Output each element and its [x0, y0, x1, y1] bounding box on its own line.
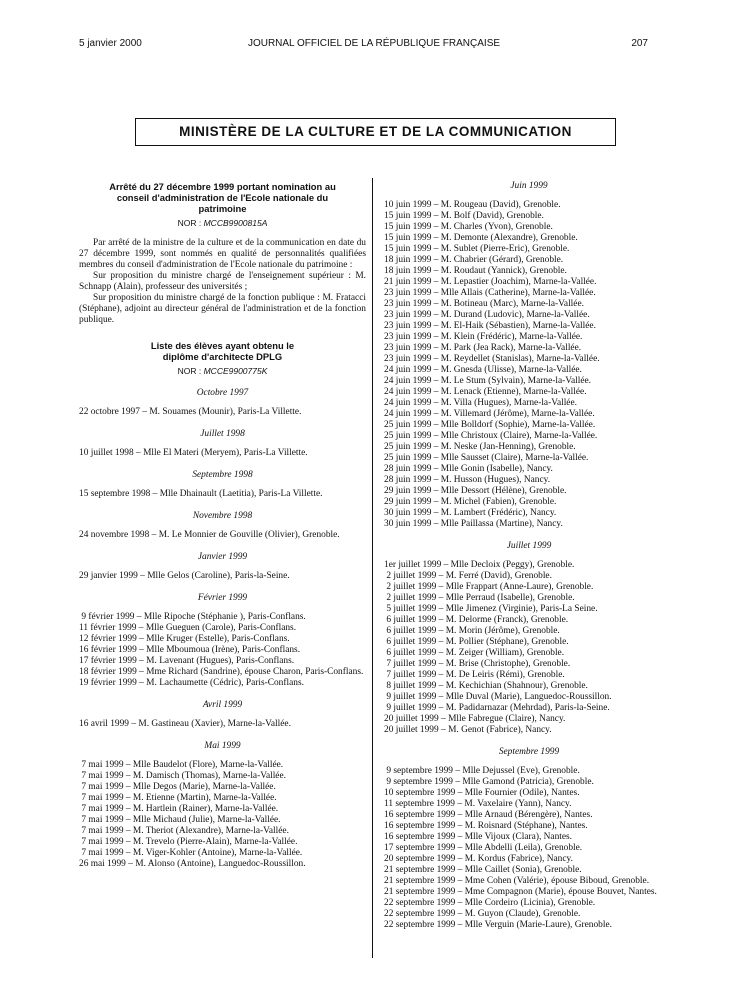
- diploma-entry: [79, 771, 366, 782]
- entry-date: 20 juillet 1999 –: [384, 714, 449, 724]
- entry-date: 6 juillet 1999 –: [384, 637, 446, 647]
- diploma-entry: [384, 464, 674, 475]
- entry-date: 17 février 1999 –: [79, 656, 147, 666]
- diploma-entry: [384, 582, 674, 593]
- diploma-entry: [79, 571, 366, 582]
- diploma-entry: [384, 354, 674, 365]
- diploma-entry: [79, 719, 366, 730]
- diploma-entry: [384, 714, 674, 725]
- diploma-entry: [384, 681, 674, 692]
- entry-date: 7 mai 1999 –: [79, 837, 133, 847]
- entry-date: 7 mai 1999 –: [79, 815, 133, 825]
- diploma-entry: [384, 898, 674, 909]
- arrete-nor-label: NOR :: [177, 218, 202, 228]
- entry-name: Mlle Bolldorf (Sophie), Marne-la-Vallée.: [440, 420, 596, 430]
- entry-name: M. Genot (Fabrice), Nancy.: [448, 725, 552, 735]
- month-heading: Juin 1999: [510, 181, 548, 191]
- diploma-entry: [384, 376, 674, 387]
- ministry-title-box: MINISTÈRE DE LA CULTURE ET DE LA COMMUNICATION: [135, 118, 616, 146]
- entry-date: 10 juillet 1998 –: [79, 448, 144, 458]
- entry-date: 25 juin 1999 –: [384, 453, 441, 463]
- entry-date: 7 mai 1999 –: [79, 771, 133, 781]
- entry-name: Mlle Verguin (Marie-Laure), Grenoble.: [464, 920, 612, 930]
- diploma-entry: [384, 887, 674, 898]
- entry-date: 6 juillet 1999 –: [384, 615, 446, 625]
- entry-date: 19 février 1999 –: [79, 678, 147, 688]
- entry-date: 28 juin 1999 –: [384, 464, 441, 474]
- entry-name: M. Villa (Hugues), Marne-la-Vallée.: [440, 398, 577, 408]
- entry-name: Mme Richard (Sandrine), épouse Charon, Paris-Conflans.: [146, 667, 364, 677]
- entry-date: 16 avril 1999 –: [79, 719, 139, 729]
- entry-date: 23 juin 1999 –: [384, 332, 441, 342]
- diploma-entry: [384, 832, 674, 843]
- entry-name: M. Trevelo (Pierre-Alain), Marne-la-Vallée.: [132, 837, 298, 847]
- entry-date: 7 mai 1999 –: [79, 793, 133, 803]
- diploma-entry: [384, 266, 674, 277]
- entry-name: M. Sublet (Pierre-Eric), Grenoble.: [440, 244, 570, 254]
- entry-name: M. Michel (Fabien), Grenoble.: [440, 497, 557, 507]
- diploma-entry: [79, 634, 366, 645]
- header-page-number: 207: [631, 38, 648, 49]
- entry-name: Mlle Degos (Marie), Marne-la-Vallée.: [132, 782, 276, 792]
- entry-name: M. Pollier (Stéphane), Grenoble.: [445, 637, 569, 647]
- entry-date: 15 juin 1999 –: [384, 222, 441, 232]
- entry-name: M. Le Monnier de Gouville (Olivier), Grenoble.: [158, 530, 340, 540]
- entry-date: 16 février 1999 –: [79, 645, 147, 655]
- entry-name: Mlle Allais (Catherine), Marne-la-Vallée.: [440, 288, 596, 298]
- entry-name: Mlle Kruger (Estelle), Paris-Conflans.: [146, 634, 290, 644]
- entry-name: Mlle Dhainault (Laetitia), Paris-La Villette.: [159, 489, 323, 499]
- entry-date: 12 février 1999 –: [79, 634, 147, 644]
- entry-date: 29 juin 1999 –: [384, 497, 441, 507]
- entry-date: 23 juin 1999 –: [384, 299, 441, 309]
- entry-name: M. Le Stum (Sylvain), Marne-la-Vallée.: [440, 376, 591, 386]
- header-journal-title: JOURNAL OFFICIEL DE LA RÉPUBLIQUE FRANÇAISE: [247, 38, 501, 49]
- diploma-entry: [384, 920, 674, 931]
- entry-name: M. Durand (Ludovic), Marne-la-Vallée.: [440, 310, 590, 320]
- diploma-entry: [384, 321, 674, 332]
- diploma-entry: [384, 365, 674, 376]
- page-header: [0, 38, 748, 52]
- arrete-title: Arrêté du 27 décembre 1999 portant nomination au conseil d'administration de l'Ecole nationale du patrimoine: [109, 181, 336, 214]
- diploma-entry: [384, 387, 674, 398]
- entry-name: Mlle El Materi (Meryem), Paris-La Villette.: [143, 448, 308, 458]
- diploma-entry: [384, 398, 674, 409]
- diploma-entry: [79, 815, 366, 826]
- entry-date: 7 juillet 1999 –: [384, 670, 446, 680]
- entry-name: Mme Compagnon (Marie), épouse Bouvet, Nantes.: [464, 887, 657, 897]
- entry-name: Mlle Decloix (Peggy), Grenoble.: [450, 560, 575, 570]
- entry-name: M. Kechichian (Shahnour), Grenoble.: [445, 681, 588, 691]
- entry-date: 7 mai 1999 –: [79, 782, 133, 792]
- entry-name: M. Theriot (Alexandre), Marne-la-Vallée.: [132, 826, 289, 836]
- diploma-entry: [79, 848, 366, 859]
- diploma-entry: [79, 407, 366, 418]
- diploma-entry: [384, 659, 674, 670]
- entry-name: Mlle Perraud (Isabelle), Grenoble.: [445, 593, 575, 603]
- entry-date: 21 septembre 1999 –: [384, 887, 465, 897]
- entry-name: M. Lambert (Frédéric), Nancy.: [440, 508, 557, 518]
- left-column: [79, 181, 366, 870]
- diploma-entry: [384, 854, 674, 865]
- entry-name: Mlle Baudelot (Flore), Marne-la-Vallée.: [132, 760, 284, 770]
- diploma-entry: [384, 233, 674, 244]
- month-heading: Mai 1999: [204, 741, 241, 751]
- entry-date: 29 janvier 1999 –: [79, 571, 148, 581]
- diploma-entry: [384, 431, 674, 442]
- entry-name: Mlle Gamond (Patricia), Grenoble.: [462, 777, 594, 787]
- entry-name: M. Villemard (Jérôme), Marne-la-Vallée.: [440, 409, 595, 419]
- arrete-paragraph: Sur proposition du ministre chargé de la fonction publique : M. Fratacci (Stéphane), adjoint au directeur général de l'administration et de la fonction publique.: [79, 293, 366, 325]
- entry-date: 15 juin 1999 –: [384, 244, 441, 254]
- arrete-nor: [79, 218, 366, 229]
- entry-date: 2 juillet 1999 –: [384, 582, 446, 592]
- diploma-entry: [384, 637, 674, 648]
- entry-date: 24 novembre 1998 –: [79, 530, 159, 540]
- diploma-entry: [79, 530, 366, 541]
- entry-date: 7 mai 1999 –: [79, 826, 133, 836]
- diploma-entry: [79, 804, 366, 815]
- entry-date: 16 septembre 1999 –: [384, 821, 465, 831]
- diploma-entry: [384, 766, 674, 777]
- diploma-entry: [384, 453, 674, 464]
- diploma-entry: [79, 612, 366, 623]
- entry-date: 21 septembre 1999 –: [384, 865, 465, 875]
- diploma-entry: [79, 760, 366, 771]
- entry-name: M. Gnesda (Ulisse), Marne-la-Vallée.: [440, 365, 582, 375]
- diploma-entry: [384, 876, 674, 887]
- entry-date: 2 juillet 1999 –: [384, 593, 446, 603]
- entry-date: 16 septembre 1999 –: [384, 832, 465, 842]
- entry-date: 18 juin 1999 –: [384, 266, 441, 276]
- entry-name: Mlle Caillet (Sonia), Grenoble.: [464, 865, 582, 875]
- entry-date: 18 juin 1999 –: [384, 255, 441, 265]
- entry-name: Mlle Ripoche (Stéphanie ), Paris-Conflans.: [143, 612, 306, 622]
- diploma-entry: [384, 799, 674, 810]
- diploma-entry: [384, 692, 674, 703]
- entry-date: 23 juin 1999 –: [384, 354, 441, 364]
- entry-name: M. Chabrier (Gérard), Grenoble.: [440, 255, 564, 265]
- entry-name: M. Lavenant (Hugues), Paris-Conflans.: [146, 656, 295, 666]
- header-date: 5 janvier 2000: [79, 38, 142, 49]
- diploma-entry: [384, 497, 674, 508]
- entry-date: 15 septembre 1998 –: [79, 489, 160, 499]
- diploma-entry: [384, 571, 674, 582]
- diploma-entry: [79, 623, 366, 634]
- entry-name: M. Lenack (Etienne), Marne-la-Vallée.: [440, 387, 587, 397]
- entry-date: 17 septembre 1999 –: [384, 843, 465, 853]
- entry-date: 22 septembre 1999 –: [384, 920, 465, 930]
- column-divider: [372, 178, 373, 958]
- diploma-entry: [384, 560, 674, 571]
- diploma-entry: [79, 489, 366, 500]
- entry-name: M. Viger-Kohler (Antoine), Marne-la-Vallée.: [132, 848, 303, 858]
- entry-date: 11 septembre 1999 –: [384, 799, 465, 809]
- entry-name: M. Demonte (Alexandre), Grenoble.: [440, 233, 578, 243]
- diploma-entry: [384, 843, 674, 854]
- diploma-entry: [384, 244, 674, 255]
- entry-name: Mlle Gelos (Caroline), Paris-la-Seine.: [147, 571, 290, 581]
- entry-date: 23 juin 1999 –: [384, 288, 441, 298]
- entry-date: 16 septembre 1999 –: [384, 810, 465, 820]
- diploma-entry: [384, 299, 674, 310]
- entry-date: 25 juin 1999 –: [384, 431, 441, 441]
- entry-name: Mlle Gueguen (Carole), Paris-Conflans.: [145, 623, 297, 633]
- entry-date: 22 septembre 1999 –: [384, 909, 465, 919]
- diploma-entry: [384, 777, 674, 788]
- diploma-entry: [384, 332, 674, 343]
- entry-name: Mlle Cordeiro (Licinia), Grenoble.: [464, 898, 596, 908]
- entry-name: Mlle Vijoux (Clara), Nantes.: [464, 832, 573, 842]
- entry-name: M. Damisch (Thomas), Marne-la-Vallée.: [132, 771, 286, 781]
- entry-name: Mlle Fabregue (Claire), Nancy.: [448, 714, 566, 724]
- entry-date: 25 juin 1999 –: [384, 442, 441, 452]
- entry-name: M. Rougeau (David), Grenoble.: [440, 200, 561, 210]
- entry-date: 7 juillet 1999 –: [384, 659, 446, 669]
- entry-date: 7 mai 1999 –: [79, 848, 133, 858]
- entry-date: 24 juin 1999 –: [384, 398, 441, 408]
- entry-name: Mlle Jimenez (Virginie), Paris-La Seine.: [445, 604, 598, 614]
- left-diploma-list: [79, 388, 366, 870]
- diploma-entry: [79, 448, 366, 459]
- entry-date: 20 juillet 1999 –: [384, 725, 449, 735]
- entry-date: 7 mai 1999 –: [79, 804, 133, 814]
- entry-date: 9 septembre 1999 –: [384, 766, 463, 776]
- entry-name: M. Roisnard (Stéphane), Nantes.: [464, 821, 588, 831]
- diploma-entry: [79, 837, 366, 848]
- month-heading: Juillet 1998: [200, 429, 245, 439]
- entry-name: M. Hartlein (Rainer), Marne-la-Vallée.: [132, 804, 279, 814]
- entry-name: Mlle Abdelli (Leila), Grenoble.: [464, 843, 583, 853]
- diploma-entry: [384, 486, 674, 497]
- entry-date: 9 juillet 1999 –: [384, 703, 446, 713]
- entry-name: M. Roudaut (Yannick), Grenoble.: [440, 266, 567, 276]
- diploma-entry: [384, 475, 674, 486]
- diploma-entry: [384, 788, 674, 799]
- diploma-entry: [79, 793, 366, 804]
- entry-date: 9 septembre 1999 –: [384, 777, 463, 787]
- month-heading: Février 1999: [197, 593, 248, 603]
- diploma-entry: [79, 667, 366, 678]
- liste-nor-code: MCCE9900775K: [203, 366, 268, 376]
- entry-name: M. Husson (Hugues), Nancy.: [440, 475, 551, 485]
- diploma-entry: [384, 343, 674, 354]
- liste-title: Liste des élèves ayant obtenu le diplôme d'architecte DPLG: [150, 340, 295, 362]
- entry-date: 28 juin 1999 –: [384, 475, 441, 485]
- entry-date: 6 juillet 1999 –: [384, 626, 446, 636]
- entry-date: 15 juin 1999 –: [384, 233, 441, 243]
- entry-date: 7 mai 1999 –: [79, 760, 133, 770]
- entry-name: Mlle Dejussel (Eve), Grenoble.: [462, 766, 580, 776]
- entry-date: 9 juillet 1999 –: [384, 692, 446, 702]
- diploma-entry: [384, 615, 674, 626]
- entry-date: 5 juillet 1999 –: [384, 604, 446, 614]
- entry-date: 22 octobre 1997 –: [79, 407, 150, 417]
- entry-date: 23 juin 1999 –: [384, 321, 441, 331]
- entry-date: 1er juillet 1999 –: [384, 560, 451, 570]
- entry-name: Mlle Frappart (Anne-Laure), Grenoble.: [445, 582, 594, 592]
- entry-name: M. Brise (Christophe), Grenoble.: [445, 659, 571, 669]
- entry-name: M. Souames (Mounir), Paris-La Villette.: [149, 407, 302, 417]
- month-heading: Septembre 1999: [498, 747, 560, 757]
- diploma-entry: [384, 288, 674, 299]
- diploma-entry: [384, 821, 674, 832]
- entry-date: 23 juin 1999 –: [384, 343, 441, 353]
- entry-name: M. Padidarnazar (Mehrdad), Paris-la-Seine.: [445, 703, 610, 713]
- month-heading: Septembre 1998: [192, 470, 253, 480]
- month-heading: Novembre 1998: [192, 511, 253, 521]
- entry-date: 2 juillet 1999 –: [384, 571, 446, 581]
- entry-name: Mme Cohen (Valérie), épouse Biboud, Grenoble.: [464, 876, 650, 886]
- entry-name: M. Gastineau (Xavier), Marne-la-Vallée.: [138, 719, 291, 729]
- entry-name: M. Morin (Jérôme), Grenoble.: [445, 626, 560, 636]
- entry-name: Mlle Sausset (Claire), Marne-la-Vallée.: [440, 453, 589, 463]
- entry-date: 30 juin 1999 –: [384, 519, 441, 529]
- entry-date: 11 février 1999 –: [79, 623, 146, 633]
- diploma-entry: [384, 703, 674, 714]
- diploma-entry: [79, 656, 366, 667]
- arrete-paragraph: Par arrêté de la ministre de la culture et de la communication en date du 27 décembre 1999, sont nommés en qualité de personnalités qualifiées membres du conseil d'administration de l'Ecole nationale du patrimoine :: [79, 238, 366, 270]
- diploma-entry: [384, 310, 674, 321]
- diploma-entry: [384, 519, 674, 530]
- entry-name: Mlle Dessort (Hélène), Grenoble.: [440, 486, 567, 496]
- entry-name: Mlle Arnaud (Bérengère), Nantes.: [464, 810, 593, 820]
- entry-name: M. Klein (Frédéric), Marne-la-Vallée.: [440, 332, 583, 342]
- diploma-entry: [384, 442, 674, 453]
- entry-date: 26 mai 1999 –: [79, 859, 136, 869]
- diploma-entry: [384, 420, 674, 431]
- diploma-entry: [384, 909, 674, 920]
- entry-name: M. Botineau (Marc), Marne-la-Vallée.: [440, 299, 584, 309]
- diploma-entry: [384, 626, 674, 637]
- diploma-entry: [384, 211, 674, 222]
- entry-name: Mlle Christoux (Claire), Marne-la-Vallée.: [440, 431, 598, 441]
- entry-name: M. Ferré (David), Grenoble.: [445, 571, 552, 581]
- diploma-entry: [79, 678, 366, 689]
- entry-name: M. Zeiger (William), Grenoble.: [445, 648, 565, 658]
- entry-date: 10 juin 1999 –: [384, 200, 441, 210]
- entry-date: 6 juillet 1999 –: [384, 648, 446, 658]
- entry-date: 24 juin 1999 –: [384, 409, 441, 419]
- diploma-entry: [79, 645, 366, 656]
- arrete-paragraph: Sur proposition du ministre chargé de l'enseignement supérieur : M. Schnapp (Alain), professeur des universités ;: [79, 271, 366, 292]
- entry-name: Mlle Mboumoua (Irène), Paris-Conflans.: [146, 645, 301, 655]
- month-heading: Octobre 1997: [196, 388, 249, 398]
- month-heading: Juillet 1999: [506, 541, 552, 551]
- diploma-entry: [384, 200, 674, 211]
- entry-name: M. Vaxelaire (Yann), Nancy.: [464, 799, 572, 809]
- diploma-entry: [384, 222, 674, 233]
- diploma-entry: [384, 277, 674, 288]
- right-column: [384, 181, 674, 931]
- entry-name: M. Lachaumette (Cédric), Paris-Conflans.: [146, 678, 304, 688]
- entry-date: 24 juin 1999 –: [384, 376, 441, 386]
- entry-date: 9 février 1999 –: [79, 612, 144, 622]
- entry-date: 18 février 1999 –: [79, 667, 147, 677]
- entry-date: 24 juin 1999 –: [384, 387, 441, 397]
- diploma-entry: [384, 508, 674, 519]
- liste-nor-label: NOR :: [177, 366, 202, 376]
- entry-name: M. Bolf (David), Grenoble.: [440, 211, 544, 221]
- entry-name: M. Kordus (Fabrice), Nancy.: [464, 854, 573, 864]
- entry-date: 10 septembre 1999 –: [384, 788, 465, 798]
- entry-date: 21 septembre 1999 –: [384, 876, 465, 886]
- diploma-entry: [79, 826, 366, 837]
- entry-date: 20 septembre 1999 –: [384, 854, 465, 864]
- entry-date: 29 juin 1999 –: [384, 486, 441, 496]
- entry-name: Mlle Paillassa (Martine), Nancy.: [440, 519, 563, 529]
- entry-date: 8 juillet 1999 –: [384, 681, 446, 691]
- entry-name: M. El-Haik (Sébastien), Marne-la-Vallée.: [440, 321, 596, 331]
- entry-name: M. Guyon (Claude), Grenoble.: [464, 909, 581, 919]
- entry-name: Mlle Duval (Marie), Languedoc-Roussillon.: [445, 692, 612, 702]
- diploma-entry: [384, 670, 674, 681]
- diploma-entry: [384, 255, 674, 266]
- liste-nor: [79, 366, 366, 377]
- diploma-entry: [384, 810, 674, 821]
- entry-date: 15 juin 1999 –: [384, 211, 441, 221]
- diploma-entry: [384, 409, 674, 420]
- entry-name: M. Charles (Yvon), Grenoble.: [440, 222, 553, 232]
- diploma-entry: [384, 593, 674, 604]
- entry-name: M. Alonso (Antoine), Languedoc-Roussillon.: [135, 859, 306, 869]
- entry-date: 24 juin 1999 –: [384, 365, 441, 375]
- entry-name: M. Lepastier (Joachim), Marne-la-Vallée.: [440, 277, 597, 287]
- diploma-entry: [384, 648, 674, 659]
- entry-name: Mlle Michaud (Julie), Marne-la-Vallée.: [132, 815, 281, 825]
- arrete-nor-code: MCCB9900815A: [203, 218, 268, 228]
- diploma-entry: [384, 604, 674, 615]
- entry-name: Mlle Gonin (Isabelle), Nancy.: [440, 464, 553, 474]
- entry-date: 25 juin 1999 –: [384, 420, 441, 430]
- diploma-entry: [79, 782, 366, 793]
- entry-date: 22 septembre 1999 –: [384, 898, 465, 908]
- entry-name: M. Reydellet (Stanislas), Marne-la-Vallée.: [440, 354, 600, 364]
- entry-name: M. Delorme (Franck), Grenoble.: [445, 615, 569, 625]
- entry-name: M. Park (Jea Rack), Marne-la-Vallée.: [440, 343, 582, 353]
- month-heading: Janvier 1999: [197, 552, 248, 562]
- entry-date: 21 juin 1999 –: [384, 277, 441, 287]
- entry-name: M. Neske (Jan-Henning), Grenoble.: [440, 442, 576, 452]
- diploma-entry: [384, 865, 674, 876]
- month-heading: Avril 1999: [202, 700, 243, 710]
- diploma-entry: [384, 725, 674, 736]
- right-diploma-list: [384, 181, 674, 931]
- entry-date: 23 juin 1999 –: [384, 310, 441, 320]
- entry-date: 30 juin 1999 –: [384, 508, 441, 518]
- entry-name: M. Etienne (Martin), Marne-la-Vallée.: [132, 793, 277, 803]
- entry-name: M. De Leiris (Rémi), Grenoble.: [445, 670, 565, 680]
- diploma-entry: [79, 859, 366, 870]
- entry-name: Mlle Fournier (Odile), Nantes.: [464, 788, 580, 798]
